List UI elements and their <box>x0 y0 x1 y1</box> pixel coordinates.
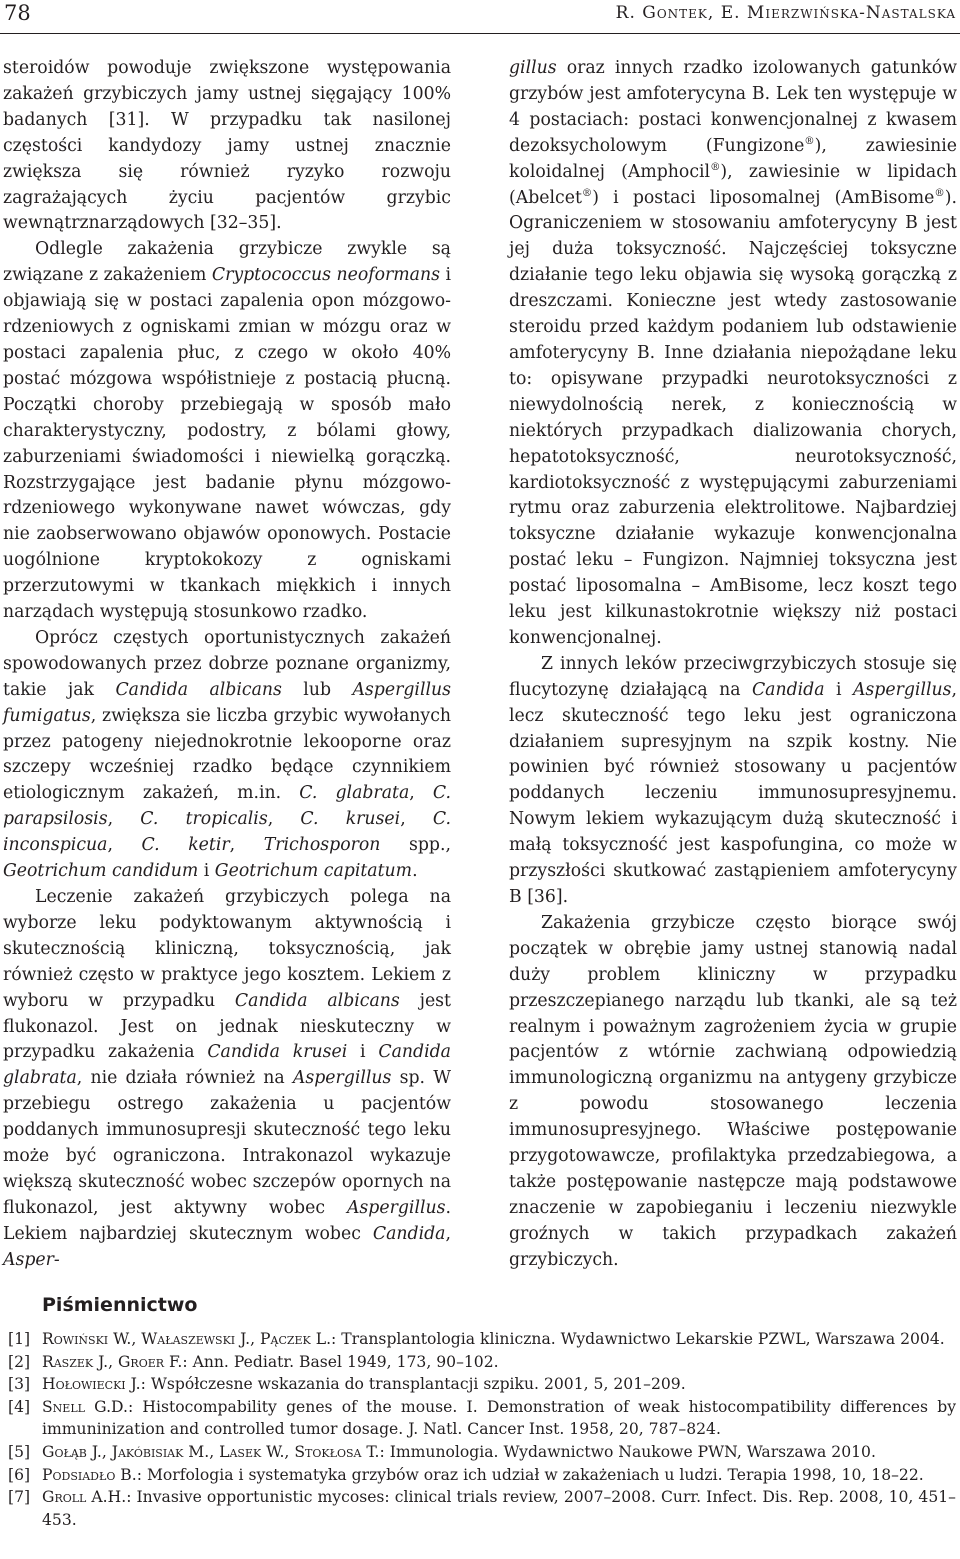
paragraph: Oprócz częstych oportunistycznych zakażeń spowodowanych przez dobrze poznane organizmy, takie jak Candida albicans lub Aspergillus fumigatus, zwiększa sie liczba grzybic wywołanych przez patogeny niejednokrotnie lekooporne oraz szczepy wcześniej rzadko będące czynnikiem etiologicznym zakażeń, m.in. C. glabrata, C. parapsilosis, C. tropicalis, C. krusei, C. inconspicua, C. ketir, Trichosporon spp., Geotrichum candidum i Geotrichum capitatum. <box>3 627 451 882</box>
reference-item: [1] Rowiński W., Wałaszewski J., Pączek L.: Transplantologia kliniczna. Wydawnictwo Lekarskie PZWL, Warszawa 2004. <box>8 1330 945 1348</box>
paragraph: Zakażenia grzybicze często biorące swój początek w obrębie jamy ustnej stanowią nadal duży problem kliniczny w przypadku przeszczepianego narządu lub tkanki, ale są też realnym i poważnym zagrożeniem życia w grupie pacjentów z wtórnie zachwianą odpowiedzią immunologiczną organizmu na antygeny grzybicze z powodu stosowanego leczenia immunosupresyjnego. Właściwe postępowanie przygotowawcze, profilaktyka przedzabiegowa, a także postępowanie następcze mają podstawowe znaczenie w zapobieganiu i leczeniu niezwykle groźnych w takich przypadkach zakażeń grzybiczych. <box>509 912 957 1270</box>
reference-item: [7] Groll A.H.: Invasive opportunistic mycoses: clinical trials review, 2007–2008. Curr. Infect. Dis. Rep. 2008, 10, 451–453. <box>8 1488 956 1529</box>
reference-item: [4] Snell G.D.: Histocompability genes of the mouse. I. Demonstration of weak histocompatibility differences by immuninization and controlled tumor dosage. J. Natl. Cancer Inst. 1958, 20, 787–824. <box>8 1397 956 1439</box>
page-number: 78 <box>4 1 31 25</box>
page-header <box>0 0 960 34</box>
left-column <box>3 56 451 1274</box>
paragraph: steroidów powoduje zwiększone występowania zakażeń grzybiczych jamy ustnej sięgający 100% badanych [31]. W przypadku tak nasilonej częstości kandydozy jamy ustnej znacznie zwiększa się również ryzyko rozwoju zagrażających życiu pacjentów grzybic wewnątrznarządowych [32–35]. <box>3 58 451 234</box>
paragraph: Odlegle zakażenia grzybicze zwykle są związane z zakażeniem Cryptococcus neoformans i objawiają się w postaci zapalenia opon mózgowo-rdzeniowych z ogniskami zmian w mózgu oraz w postaci zapalenia płuc, z czego w około 40% postać mózgowa współistnieje z postacią płucną. Początki choroby przebiegają w sposób mało charakterystyczny, podostry, z bólami głowy, zaburzeniami świadomości i niewielką gorączką. Rozstrzygające jest badanie płynu mózgowo-rdzeniowego wykonywane nawet wówczas, gdy nie zaobserwowano objawów oponowych. Postacie uogólnione kryptokokozy z ogniskami przerzutowymi w tkankach miękkich i innych narządach występują stosunkowo rzadko. <box>3 239 452 623</box>
right-column <box>509 56 957 1274</box>
reference-item: [3] Hołowiecki J.: Współczesne wskazania do transplantacji szpiku. 2001, 5, 201–209. <box>8 1375 686 1394</box>
running-head-authors: R. Gontek, E. Mierzwińska-Nastalska <box>615 3 956 23</box>
paragraph: Leczenie zakażeń grzybiczych polega na wyborze leku podyktowanym aktywnością i skutecznością kliniczną, toksycznością, jak również często w praktyce jego kosztem. Lekiem z wyboru w przypadku Candida albicans jest flukonazol. Jest on jednak nieskuteczny w przypadku zakażenia Candida krusei i Candida glabrata, nie działa również na Aspergillus sp. W przebiegu ostrego zakażenia u pacjentów poddanych immunosupresji skuteczność tego leku może być ograniczona. Intrakonazol wykazuje większą skuteczność wobec szczepów opornych na flukonazol, jest aktywny wobec Aspergillus. Lekiem najbardziej skutecznym wobec Candida, Asper- <box>3 887 451 1270</box>
references-title: Piśmiennictwo <box>42 1294 198 1316</box>
reference-item: [6] Podsiadło B.: Morfologia i systematyka grzybów oraz ich udział w zakażeniach u ludzi. Terapia 1998, 10, 18–22. <box>8 1465 924 1484</box>
paragraph: gillus oraz innych rzadko izolowanych gatunków grzybów jest amfoterycyna B. Lek ten występuje w 4 postaciach: postaci konwencjonalnej z kwasem dezoksycholowym (Fungizone®), zawiesinie koloidalnej (Amphocil®), zawiesinie w lipidach (Abelcet®) i postaci liposomalnej (AmBisome®). Ograniczeniem w stosowaniu amfoterycyny B jest jej duża toksyczność. Najczęściej toksyczne działanie tego leku objawia się wysoką gorączką z dreszczami. Konieczne jest wtedy zastosowanie steroidu przed każdym podaniem lub odstawienie amfoterycyny B. Inne działania niepożądane leku to: opisywane przypadki neurotoksyczności z niewydolnością nerek, z koniecznością w niektórych przypadkach dializowania chorych, hepatotoksyczność, neurotoksyczność, kardiotoksyczność z występującymi zaburzeniami rytmu oraz zaburzenia elektrolitowe. Najbardziej toksyczne działanie wykazuje konwencjonalna postać leku – Fungizon. Najmniej toksyczna jest postać liposomalna – AmBisome, lecz koszt tego leku jest kilkunastokrotnie większy niż postaci konwencjonalnej. <box>509 58 958 648</box>
paragraph: Z innych leków przeciwgrzybiczych stosuje się flucytozynę działającą na Candida i Aspergillus, lecz skuteczność tego leku jest ograniczona działaniem supresyjnym na szpik kostny. Nie powinien być również stosowany u pacjentów poddanych leczeniu immunosupresyjnemu. Nowym lekiem wykazującym dużą skuteczność i małą toksyczność jest kaspofungina, co może w przyszłości skutkować zastąpieniem amfoterycyny B [36]. <box>509 653 957 907</box>
references-list <box>0 1328 956 1531</box>
reference-item: [5] Gołąb J., Jakóbisiak M., Lasek W., Stokłosa T.: Immunologia. Wydawnictwo Naukowe PWN, Warszawa 2010. <box>8 1442 876 1461</box>
reference-item: [2] Raszek J., Groer F.: Ann. Pediatr. Basel 1949, 173, 90–102. <box>8 1352 499 1371</box>
header-rule <box>0 33 960 34</box>
